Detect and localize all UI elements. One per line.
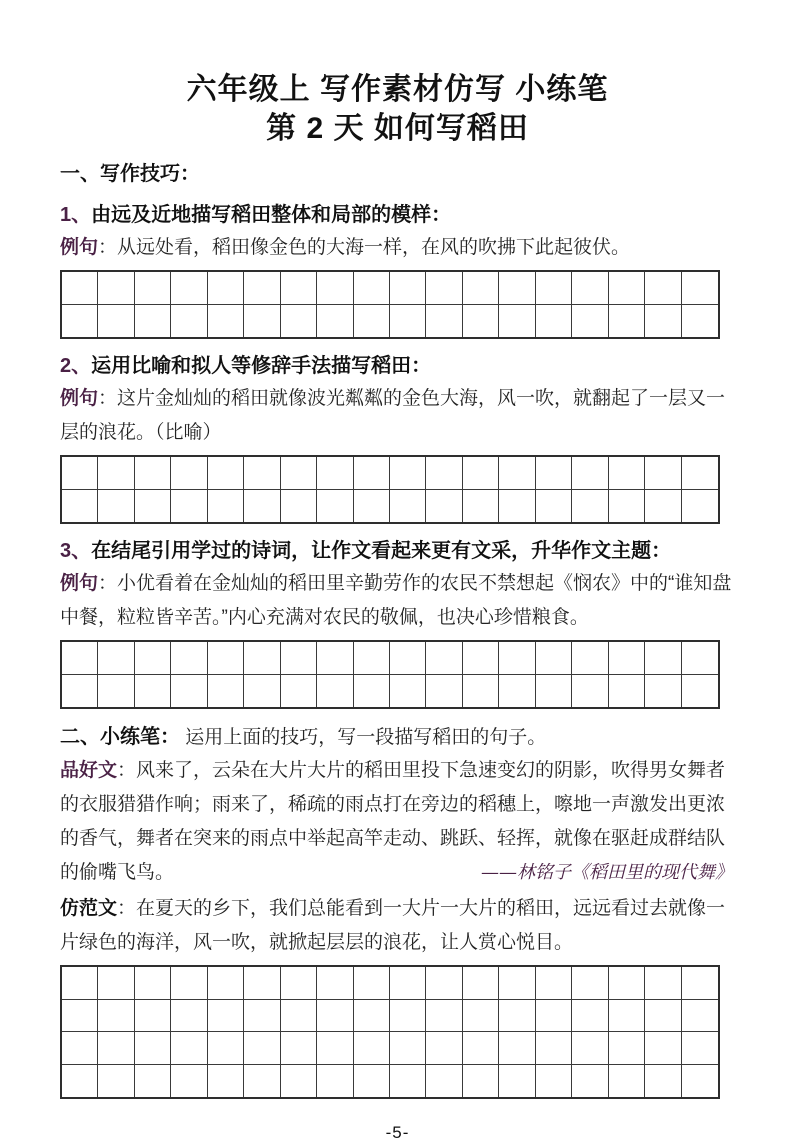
example-text: 这片金灿灿的稻田就像波光粼粼的金色大海，风一吹，就翻起了一层又一层的浪花。（比喻）: [60, 388, 726, 443]
grid-cell: [682, 490, 718, 523]
tip-item-3: [60, 537, 735, 709]
grid-cell: [281, 490, 317, 523]
tip-3-example: [60, 567, 735, 635]
grid-cell: [62, 272, 98, 305]
grid-cell: [98, 1032, 134, 1065]
grid-cell: [426, 675, 462, 708]
grid-cell: [609, 1000, 645, 1033]
grid-cell: [171, 490, 207, 523]
tip-1-title: 由远及近地描写稻田整体和局部的模样：: [91, 204, 452, 226]
good-example-label: 品好文: [60, 760, 118, 781]
writing-grid-practice: [60, 965, 720, 1099]
grid-cell: [354, 490, 390, 523]
grid-cell: [281, 967, 317, 1000]
grid-cell: [390, 1032, 426, 1065]
grid-cell: [281, 305, 317, 338]
grid-cell: [645, 967, 681, 1000]
grid-cell: [354, 1065, 390, 1098]
example-text: 小优看着在金灿灿的稻田里辛勤劳作的农民不禁想起《悯农》中的“谁知盘中餐，粒粒皆辛苦。”内心充满对农民的敬佩，也决心珍惜粮食。: [60, 573, 732, 628]
grid-cell: [281, 272, 317, 305]
example-label: 例句: [60, 573, 99, 594]
grid-cell: [463, 642, 499, 675]
grid-cell: [98, 272, 134, 305]
section-two-heading: [60, 723, 735, 752]
grid-cell: [536, 490, 572, 523]
section-two-heading-tail: 运用上面的技巧，写一段描写稻田的句子。: [180, 727, 547, 748]
imitation-separator: ：: [117, 898, 137, 919]
grid-cell: [135, 1065, 171, 1098]
grid-cell: [390, 272, 426, 305]
grid-cell: [135, 675, 171, 708]
grid-cell: [572, 272, 608, 305]
grid-cell: [281, 1065, 317, 1098]
grid-cell: [98, 305, 134, 338]
grid-cell: [682, 305, 718, 338]
example-label: 例句: [60, 237, 99, 258]
grid-cell: [426, 490, 462, 523]
attribution-line: ——林铭子《稻田里的现代舞》: [481, 862, 733, 883]
grid-cell: [426, 1000, 462, 1033]
grid-cell: [645, 642, 681, 675]
grid-cell: [682, 1000, 718, 1033]
grid-cell: [536, 1032, 572, 1065]
grid-cell: [317, 642, 353, 675]
grid-cell: [645, 1032, 681, 1065]
page-title-line1: 六年级上 写作素材仿写 小练笔: [186, 73, 609, 106]
grid-cell: [609, 642, 645, 675]
grid-cell: [499, 1032, 535, 1065]
grid-cell: [426, 305, 462, 338]
grid-cell: [62, 675, 98, 708]
grid-cell: [62, 1032, 98, 1065]
grid-cell: [135, 642, 171, 675]
grid-cell: [572, 490, 608, 523]
grid-cell: [244, 642, 280, 675]
grid-cell: [499, 642, 535, 675]
grid-cell: [536, 1000, 572, 1033]
grid-cell: [609, 272, 645, 305]
grid-cell: [317, 675, 353, 708]
grid-cell: [463, 305, 499, 338]
grid-cell: [499, 1065, 535, 1098]
grid-cell: [645, 272, 681, 305]
grid-cell: [135, 967, 171, 1000]
example-separator: ：: [98, 388, 118, 409]
grid-cell: [463, 675, 499, 708]
grid-cell: [135, 1032, 171, 1065]
grid-cell: [281, 675, 317, 708]
example-text: 从远处看，稻田像金色的大海一样，在风的吹拂下此起彼伏。: [117, 237, 631, 258]
tip-3-title: 在结尾引用学过的诗词，让作文看起来更有文采，升华作文主题：: [91, 540, 672, 562]
grid-cell: [98, 457, 134, 490]
grid-cell: [208, 1000, 244, 1033]
grid-cell: [208, 457, 244, 490]
tip-2-heading: [60, 352, 735, 380]
grid-cell: [463, 490, 499, 523]
grid-cell: [171, 272, 207, 305]
grid-cell: [244, 675, 280, 708]
grid-cell: [135, 305, 171, 338]
grid-cell: [281, 1000, 317, 1033]
tip-item-2: [60, 352, 735, 524]
section-one-heading: 一、写作技巧：: [60, 163, 200, 185]
grid-cell: [536, 272, 572, 305]
grid-cell: [98, 490, 134, 523]
grid-cell: [390, 642, 426, 675]
tip-item-1: [60, 201, 735, 339]
grid-cell: [645, 305, 681, 338]
grid-cell: [354, 967, 390, 1000]
grid-cell: [62, 457, 98, 490]
page-title-line2: 第 2 天 如何写稻田: [266, 112, 529, 145]
grid-cell: [281, 642, 317, 675]
grid-cell: [536, 642, 572, 675]
grid-cell: [98, 642, 134, 675]
grid-cell: [609, 1065, 645, 1098]
grid-cell: [62, 1000, 98, 1033]
grid-cell: [463, 457, 499, 490]
grid-cell: [426, 967, 462, 1000]
grid-cell: [499, 1000, 535, 1033]
grid-cell: [98, 675, 134, 708]
example-separator: ：: [98, 573, 118, 594]
grid-cell: [682, 967, 718, 1000]
grid-cell: [572, 642, 608, 675]
grid-cell: [463, 272, 499, 305]
tip-1-heading: [60, 201, 735, 229]
grid-cell: [317, 272, 353, 305]
grid-cell: [390, 305, 426, 338]
grid-cell: [463, 1032, 499, 1065]
grid-cell: [171, 305, 207, 338]
grid-cell: [390, 457, 426, 490]
grid-cell: [499, 490, 535, 523]
grid-cell: [682, 675, 718, 708]
grid-cell: [208, 305, 244, 338]
grid-cell: [354, 305, 390, 338]
tip-2-number: 2、: [60, 355, 92, 377]
grid-cell: [354, 272, 390, 305]
grid-cell: [171, 675, 207, 708]
grid-cell: [317, 490, 353, 523]
grid-cell: [572, 1000, 608, 1033]
grid-cell: [426, 457, 462, 490]
tip-2-example: [60, 382, 735, 450]
grid-cell: [98, 1065, 134, 1098]
grid-cell: [609, 967, 645, 1000]
grid-cell: [244, 1065, 280, 1098]
grid-cell: [98, 1000, 134, 1033]
grid-cell: [499, 967, 535, 1000]
grid-cell: [609, 1032, 645, 1065]
grid-cell: [244, 1000, 280, 1033]
grid-cell: [609, 305, 645, 338]
grid-cell: [62, 1065, 98, 1098]
tip-1-number: 1、: [60, 204, 92, 226]
grid-cell: [390, 967, 426, 1000]
grid-cell: [390, 675, 426, 708]
grid-cell: [536, 675, 572, 708]
grid-cell: [281, 1032, 317, 1065]
grid-cell: [171, 967, 207, 1000]
grid-cell: [281, 457, 317, 490]
imitation-label: 仿范文: [60, 898, 118, 919]
grid-cell: [135, 490, 171, 523]
grid-cell: [499, 305, 535, 338]
section-two-heading-label: 二、小练笔：: [60, 726, 180, 748]
grid-cell: [354, 1000, 390, 1033]
writing-grid-2: [60, 455, 720, 524]
grid-cell: [499, 272, 535, 305]
example-label: 例句: [60, 388, 99, 409]
grid-cell: [426, 642, 462, 675]
grid-cell: [390, 1065, 426, 1098]
grid-cell: [208, 490, 244, 523]
grid-cell: [499, 457, 535, 490]
grid-cell: [317, 967, 353, 1000]
grid-cell: [244, 1032, 280, 1065]
grid-cell: [208, 272, 244, 305]
grid-cell: [609, 675, 645, 708]
grid-cell: [426, 1065, 462, 1098]
grid-cell: [536, 1065, 572, 1098]
grid-cell: [645, 1000, 681, 1033]
grid-cell: [645, 490, 681, 523]
grid-cell: [244, 967, 280, 1000]
grid-cell: [682, 272, 718, 305]
grid-cell: [135, 457, 171, 490]
grid-cell: [572, 1065, 608, 1098]
grid-cell: [463, 967, 499, 1000]
grid-cell: [171, 1000, 207, 1033]
grid-cell: [208, 642, 244, 675]
grid-cell: [499, 675, 535, 708]
grid-cell: [62, 305, 98, 338]
grid-cell: [682, 642, 718, 675]
grid-cell: [244, 305, 280, 338]
grid-cell: [572, 457, 608, 490]
grid-cell: [609, 457, 645, 490]
grid-cell: [609, 490, 645, 523]
grid-cell: [171, 1032, 207, 1065]
grid-cell: [135, 1000, 171, 1033]
grid-cell: [536, 967, 572, 1000]
grid-cell: [317, 457, 353, 490]
grid-cell: [426, 1032, 462, 1065]
grid-cell: [354, 457, 390, 490]
grid-cell: [171, 1065, 207, 1098]
tip-1-example: [60, 231, 735, 265]
grid-cell: [390, 1000, 426, 1033]
imitation-paragraph: [60, 892, 735, 960]
grid-cell: [317, 305, 353, 338]
grid-cell: [317, 1032, 353, 1065]
grid-cell: [98, 967, 134, 1000]
grid-cell: [208, 1065, 244, 1098]
grid-cell: [536, 305, 572, 338]
grid-cell: [317, 1000, 353, 1033]
grid-cell: [572, 305, 608, 338]
grid-cell: [645, 457, 681, 490]
grid-cell: [62, 642, 98, 675]
grid-cell: [244, 457, 280, 490]
grid-cell: [354, 675, 390, 708]
tip-2-title: 运用比喻和拟人等修辞手法描写稻田：: [91, 355, 432, 377]
grid-cell: [645, 1065, 681, 1098]
grid-cell: [62, 490, 98, 523]
grid-cell: [208, 675, 244, 708]
writing-grid-1: [60, 270, 720, 339]
tip-3-number: 3、: [60, 540, 92, 562]
grid-cell: [645, 675, 681, 708]
good-example-paragraph: [60, 754, 735, 890]
grid-cell: [208, 1032, 244, 1065]
good-example-separator: ：: [117, 760, 137, 781]
grid-cell: [390, 490, 426, 523]
writing-grid-3: [60, 640, 720, 709]
grid-cell: [682, 1065, 718, 1098]
example-separator: ：: [98, 237, 118, 258]
grid-cell: [463, 1000, 499, 1033]
grid-cell: [62, 967, 98, 1000]
grid-cell: [682, 1032, 718, 1065]
grid-cell: [171, 457, 207, 490]
grid-cell: [354, 1032, 390, 1065]
grid-cell: [317, 1065, 353, 1098]
grid-cell: [536, 457, 572, 490]
good-example-text: 风来了，云朵在大片大片的稻田里投下急速变幻的阴影，吹得男女舞者的衣服猎猎作响；雨来了，稀疏的雨点打在旁边的稻穗上，嚓地一声激发出更浓的香气，舞者在突来的雨点中举起高竿走动、跳跃、轻挥，就像在驱赶成群结队的偷嘴飞鸟。: [60, 760, 726, 883]
page-number: -5-: [385, 1123, 410, 1142]
grid-cell: [572, 967, 608, 1000]
grid-cell: [463, 1065, 499, 1098]
grid-cell: [572, 675, 608, 708]
imitation-text: 在夏天的乡下，我们总能看到一大片一大片的稻田，远远看过去就像一片绿色的海洋，风一吹，就掀起层层的浪花，让人赏心悦目。: [60, 898, 726, 953]
grid-cell: [244, 490, 280, 523]
grid-cell: [572, 1032, 608, 1065]
grid-cell: [208, 967, 244, 1000]
grid-cell: [244, 272, 280, 305]
grid-cell: [171, 642, 207, 675]
grid-cell: [682, 457, 718, 490]
grid-cell: [426, 272, 462, 305]
grid-cell: [135, 272, 171, 305]
tip-3-heading: [60, 537, 735, 565]
grid-cell: [354, 642, 390, 675]
